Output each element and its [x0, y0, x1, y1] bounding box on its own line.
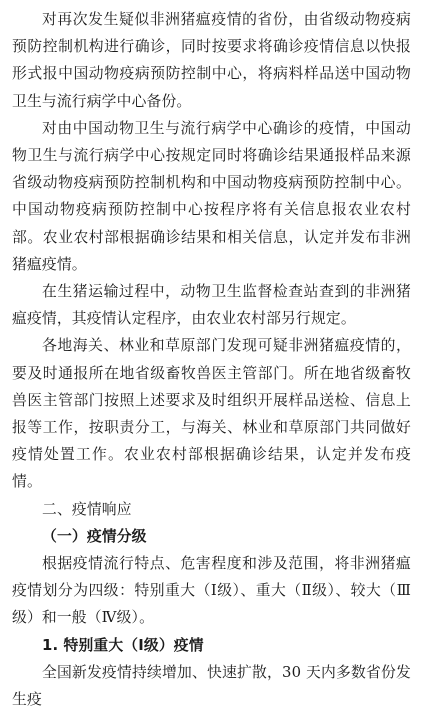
subsection-heading: （一）疫情分级 — [42, 527, 147, 545]
section-heading: 二、疫情响应 — [42, 500, 132, 518]
level-heading: 1. 特别重大（Ⅰ级）疫情 — [42, 636, 204, 654]
paragraph-level-one: 全国新发疫情持续增加、快速扩散，30 天内多数省份发生疫 — [12, 663, 411, 709]
paragraph-customs-forestry: 各地海关、林业和草原部门发现可疑非洲猪瘟疫情的，要及时通报所在地省级畜牧兽医主管部门。所在地省级畜牧兽医主管部门按照上述要求及时组织开展样品送检、信息上报等工作，按职责分工，与海关、林业和草原部门共同做好疫情处置工作。农业农村部根据确诊结果，认定并发布疫情。 — [12, 337, 411, 491]
paragraph-grading: 根据疫情流行特点、危害程度和涉及范围，将非洲猪瘟疫情划分为四级：特别重大（Ⅰ级）、重大（Ⅱ级）、较大（Ⅲ级）和一般（Ⅳ级）。 — [12, 555, 411, 627]
paragraph-confirmation-province: 对再次发生疑似非洲猪瘟疫情的省份，由省级动物疫病预防控制机构进行确诊，同时按要求将确诊疫情信息以快报形式报中国动物疫病预防控制中心，将病料样品送中国动物卫生与流行病学中心备份。 — [12, 11, 411, 110]
paragraph-confirmation-center: 对由中国动物卫生与流行病学中心确诊的疫情，中国动物卫生与流行病学中心按规定同时将确诊结果通报样品来源省级动物疫病预防控制机构和中国动物疫病预防控制中心。中国动物疫病预防控制中心按程序将有关信息报农业农村部。农业农村部根据确诊结果和相关信息，认定并发布非洲猪瘟疫情。 — [12, 119, 411, 273]
paragraph-transport-checkpoint: 在生猪运输过程中，动物卫生监督检查站查到的非洲猪瘟疫情，其疫情认定程序，由农业农村部另行规定。 — [12, 283, 411, 328]
